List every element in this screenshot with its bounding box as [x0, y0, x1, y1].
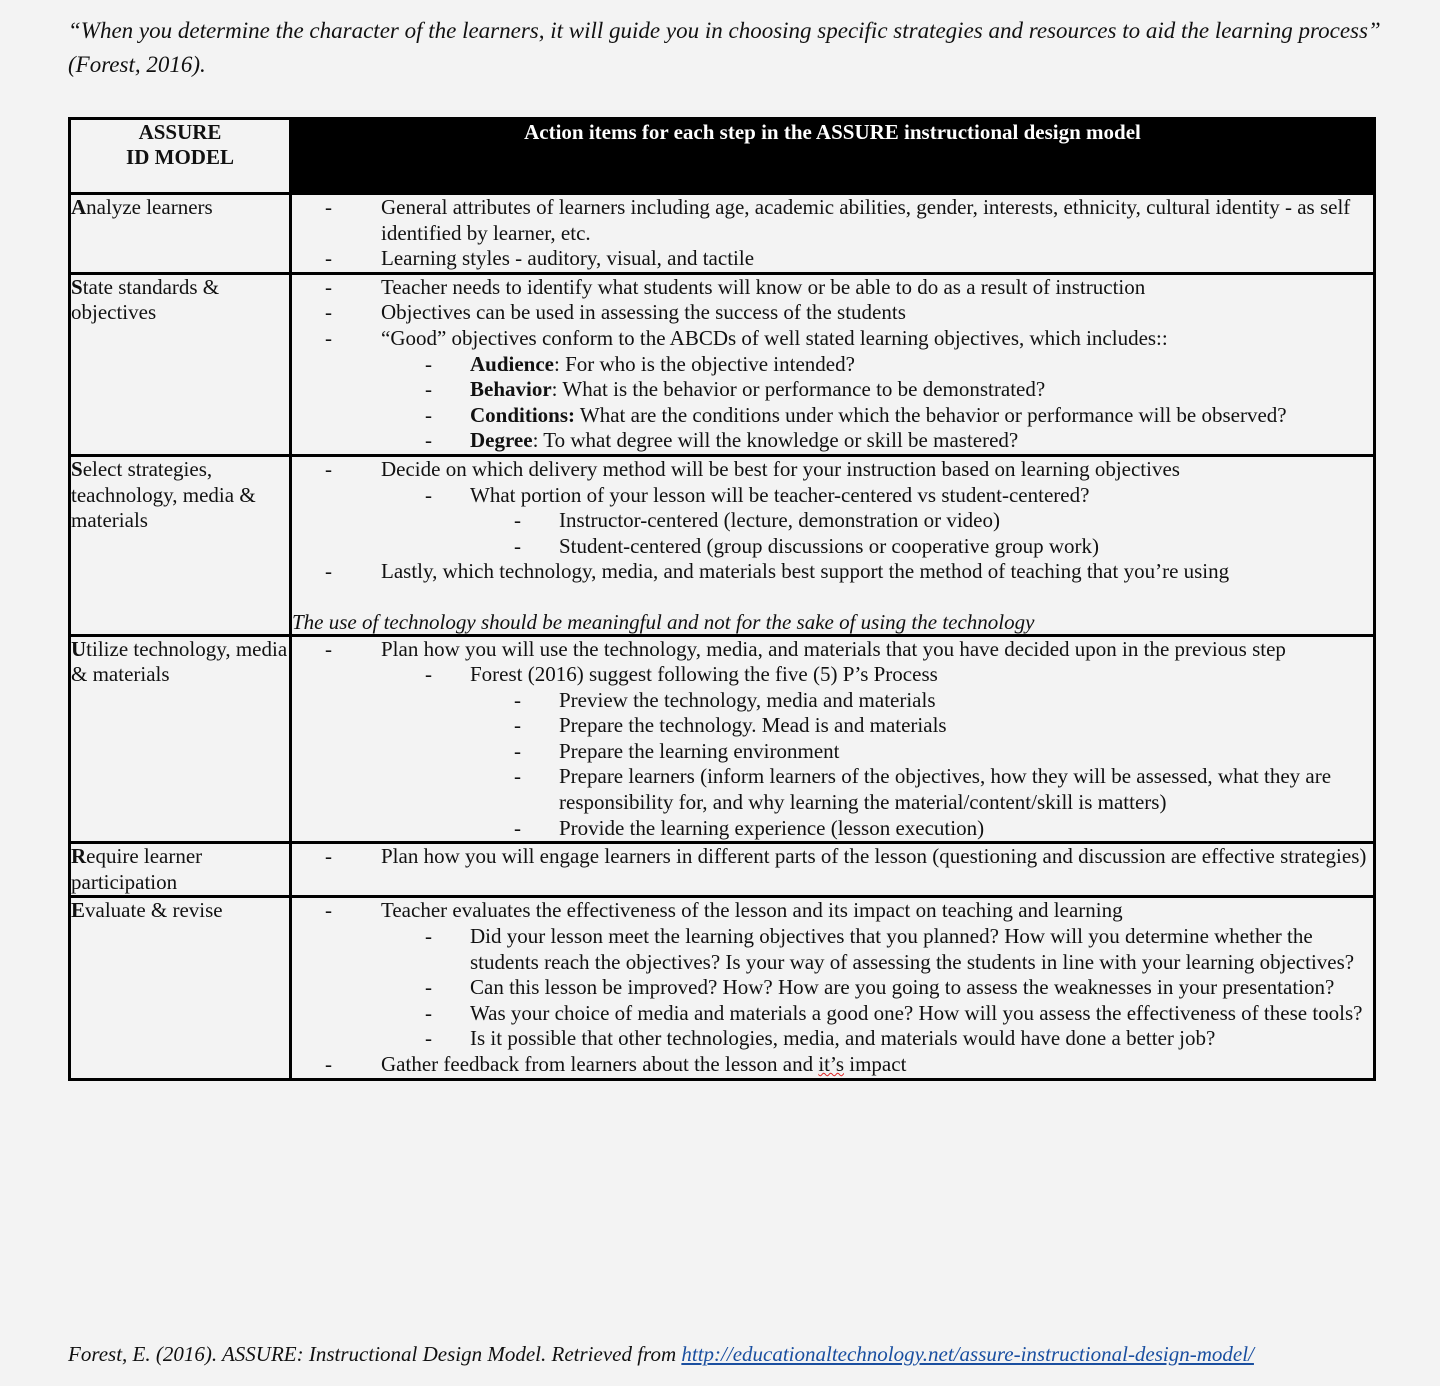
list-item: [292, 898, 1373, 1052]
step-name: elect strategies, teachnology, media & materials: [71, 456, 256, 533]
item-text: Teacher needs to identify what students will know or be able to do as a result of instruction: [381, 274, 1146, 299]
header-model-line2: ID MODEL: [126, 145, 234, 169]
item-term: Behavior: [470, 377, 552, 402]
action-items-cell: [291, 194, 1375, 274]
list-item: [292, 326, 1373, 454]
item-text: Decide on which delivery method will be best for your instruction based on learning objectives: [381, 456, 1180, 481]
action-items-cell: [291, 843, 1375, 897]
list-item: [381, 403, 1373, 429]
table-row: [70, 843, 1375, 897]
italic-note: The use of technology should be meaningful and not for the sake of using the technology: [292, 609, 1035, 634]
item-text: Plan how you will engage learners in different parts of the lesson (questioning and discussion are effective strategies): [381, 844, 1367, 869]
step-initial: A: [71, 195, 87, 219]
step-cell: [70, 273, 291, 455]
dash-marker: -: [425, 975, 432, 1000]
step-name: valuate & revise: [85, 898, 223, 923]
item-text: Can this lesson be improved? How? How are you going to assess the weaknesses in your presentation?: [470, 975, 1335, 1000]
step-initial: U: [71, 636, 87, 661]
table-row: [70, 455, 1375, 635]
item-text: Did your lesson meet the learning objectives that you planned? How will you determine whether the students reach the objectives? Is your way of assessing the students in line with your learning objectives?: [470, 924, 1355, 974]
dash-marker: -: [325, 559, 332, 584]
item-text-tail: impact: [844, 1052, 907, 1076]
item-text: Teacher evaluates the effectiveness of the lesson and its impact on teaching and learning: [381, 898, 1123, 923]
bullet-list-level-2: [381, 662, 1373, 841]
step-name: nalyze learners: [86, 195, 213, 219]
dash-marker: -: [425, 662, 432, 687]
item-text: General attributes of learners including age, academic abilities, gender, interests, ethnicity, cultural identity - as self identified by learner, etc.: [381, 195, 1351, 245]
list-item: [470, 508, 1373, 534]
dash-marker: -: [514, 738, 521, 763]
table-row: [70, 897, 1375, 1079]
list-item: [292, 457, 1373, 559]
step-name: tate standards & objectives: [71, 274, 220, 325]
bullet-list-level-2: [381, 924, 1373, 1052]
dash-marker: -: [425, 924, 432, 949]
item-text: “Good” objectives conform to the ABCDs of well stated learning objectives, which includes::: [381, 325, 1168, 350]
list-item: [292, 246, 1373, 272]
step-initial: S: [71, 274, 83, 299]
step-name: equire learner participation: [71, 844, 203, 894]
item-text: Provide the learning experience (lesson execution): [559, 815, 985, 840]
dash-marker: -: [325, 636, 332, 661]
dash-marker: -: [514, 687, 521, 712]
item-text: Forest (2016) suggest following the five (5) P’s Process: [470, 662, 938, 687]
dash-marker: -: [325, 1052, 332, 1076]
list-item: [292, 195, 1373, 246]
item-text: Plan how you will use the technology, media, and materials that you have decided upon in the previous step: [381, 636, 1286, 661]
dash-marker: -: [514, 533, 521, 558]
dash-marker: -: [425, 482, 432, 507]
dash-marker: -: [425, 428, 432, 453]
dash-marker: -: [325, 300, 332, 325]
bullet-list-level-1: [292, 898, 1373, 1077]
bullet-list-level-1: [292, 637, 1373, 842]
list-item: [381, 924, 1373, 975]
list-item: [292, 300, 1373, 326]
list-item: [381, 975, 1373, 1001]
bullet-list-level-3: [470, 508, 1373, 559]
list-item: [381, 1001, 1373, 1027]
list-item: [470, 688, 1373, 714]
list-item: [470, 764, 1373, 815]
dash-marker: -: [514, 508, 521, 533]
bullet-list-level-1: [292, 275, 1373, 454]
item-text: Prepare the learning environment: [559, 738, 840, 763]
step-cell: [70, 843, 291, 897]
list-item: [292, 1052, 1373, 1078]
dash-marker: -: [514, 815, 521, 840]
table-header-row: [70, 119, 1375, 194]
dash-marker: -: [325, 325, 332, 350]
item-text: Is it possible that other technologies, media, and materials would have done a better job?: [470, 1026, 1216, 1051]
step-cell: [70, 635, 291, 843]
bullet-list-level-1: [292, 457, 1373, 585]
header-action-items: Action items for each step in the ASSURE instructional design model: [291, 119, 1375, 194]
item-text: : For who is the objective intended?: [554, 351, 855, 376]
list-item: [470, 534, 1373, 560]
bullet-list-level-1: [292, 195, 1373, 272]
list-item: [292, 275, 1373, 301]
item-text: Prepare learners (inform learners of the objectives, how they will be assessed, what they are responsibility for, and why learning the material/content/skill is matters): [559, 764, 1332, 815]
header-model-label: [70, 119, 291, 194]
step-initial: S: [71, 456, 83, 481]
step-name: tilize technology, media & materials: [71, 636, 288, 687]
item-text: Objectives can be used in assessing the success of the students: [381, 300, 906, 325]
dash-marker: -: [325, 274, 332, 299]
item-text: Instructor-centered (lecture, demonstration or video): [559, 508, 1000, 533]
dash-marker: -: [425, 351, 432, 376]
action-items-cell: [291, 455, 1375, 635]
step-initial: R: [71, 844, 87, 869]
dash-marker: -: [425, 1000, 432, 1025]
bullet-list-level-1: [292, 844, 1373, 870]
item-text: Preview the technology, media and materials: [559, 687, 936, 712]
dash-marker: -: [325, 898, 332, 923]
dash-marker: -: [425, 377, 432, 402]
list-item: [381, 352, 1373, 378]
item-text: Was your choice of media and materials a good one? How will you assess the effectiveness of these tools?: [470, 1000, 1363, 1025]
bullet-list-level-3: [470, 688, 1373, 842]
table-row: [70, 273, 1375, 455]
table-row: [70, 194, 1375, 274]
header-model-line1: ASSURE: [138, 120, 222, 144]
item-text: Prepare the technology. Mead is and materials: [559, 713, 947, 738]
dash-marker: -: [325, 246, 332, 271]
dash-marker: -: [514, 713, 521, 738]
item-text: Learning styles - auditory, visual, and tactile: [381, 246, 755, 271]
bullet-list-level-2: [381, 352, 1373, 454]
list-item: [292, 559, 1373, 585]
dash-marker: -: [325, 844, 332, 869]
reference-citation: [68, 1339, 1254, 1369]
table-row: [70, 635, 1375, 843]
list-item: [292, 844, 1373, 870]
step-cell: [70, 897, 291, 1079]
list-item: [470, 816, 1373, 842]
item-term: Audience: [470, 351, 554, 376]
list-item: [381, 1026, 1373, 1052]
list-item: [381, 428, 1373, 454]
bullet-list-level-2: [381, 483, 1373, 560]
spellcheck-flagged-word: it’s: [818, 1052, 845, 1076]
action-items-cell: [291, 273, 1375, 455]
dash-marker: -: [425, 402, 432, 427]
item-text: Gather feedback from learners about the lesson and: [381, 1052, 819, 1076]
item-text: Student-centered (group discussions or cooperative group work): [559, 533, 1100, 558]
action-items-cell: [291, 635, 1375, 843]
list-item: [292, 637, 1373, 842]
step-cell: [70, 455, 291, 635]
list-item: [381, 662, 1373, 841]
step-initial: E: [71, 898, 86, 923]
list-item: [381, 483, 1373, 560]
reference-text: Forest, E. (2016). ASSURE: Instructional Design Model. Retrieved from: [68, 1342, 682, 1366]
action-items-cell: [291, 897, 1375, 1079]
list-item: [381, 377, 1373, 403]
item-text: : To what degree will the knowledge or skill be mastered?: [532, 428, 1019, 453]
item-term: Degree: [470, 428, 533, 453]
item-text: What are the conditions under which the behavior or performance will be observed?: [575, 402, 1287, 427]
reference-link[interactable]: http://educationaltechnology.net/assure-instructional-design-model/: [681, 1342, 1254, 1366]
item-text: Lastly, which technology, media, and materials best support the method of teaching that you’re using: [381, 559, 1230, 584]
dash-marker: -: [514, 764, 521, 789]
item-text: : What is the behavior or performance to be demonstrated?: [551, 377, 1046, 402]
item-text: What portion of your lesson will be teacher-centered vs student-centered?: [470, 482, 1090, 507]
list-item: [470, 713, 1373, 739]
list-item: [470, 739, 1373, 765]
dash-marker: -: [325, 195, 332, 219]
item-term: Conditions:: [470, 402, 576, 427]
step-cell: [70, 194, 291, 274]
dash-marker: -: [425, 1026, 432, 1051]
assure-table: [68, 117, 1376, 1081]
intro-quote: “When you determine the character of the learners, it will guide you in choosing specific strategies and resources to aid the learning process” (Forest, 2016).: [68, 18, 1381, 77]
dash-marker: -: [325, 456, 332, 481]
